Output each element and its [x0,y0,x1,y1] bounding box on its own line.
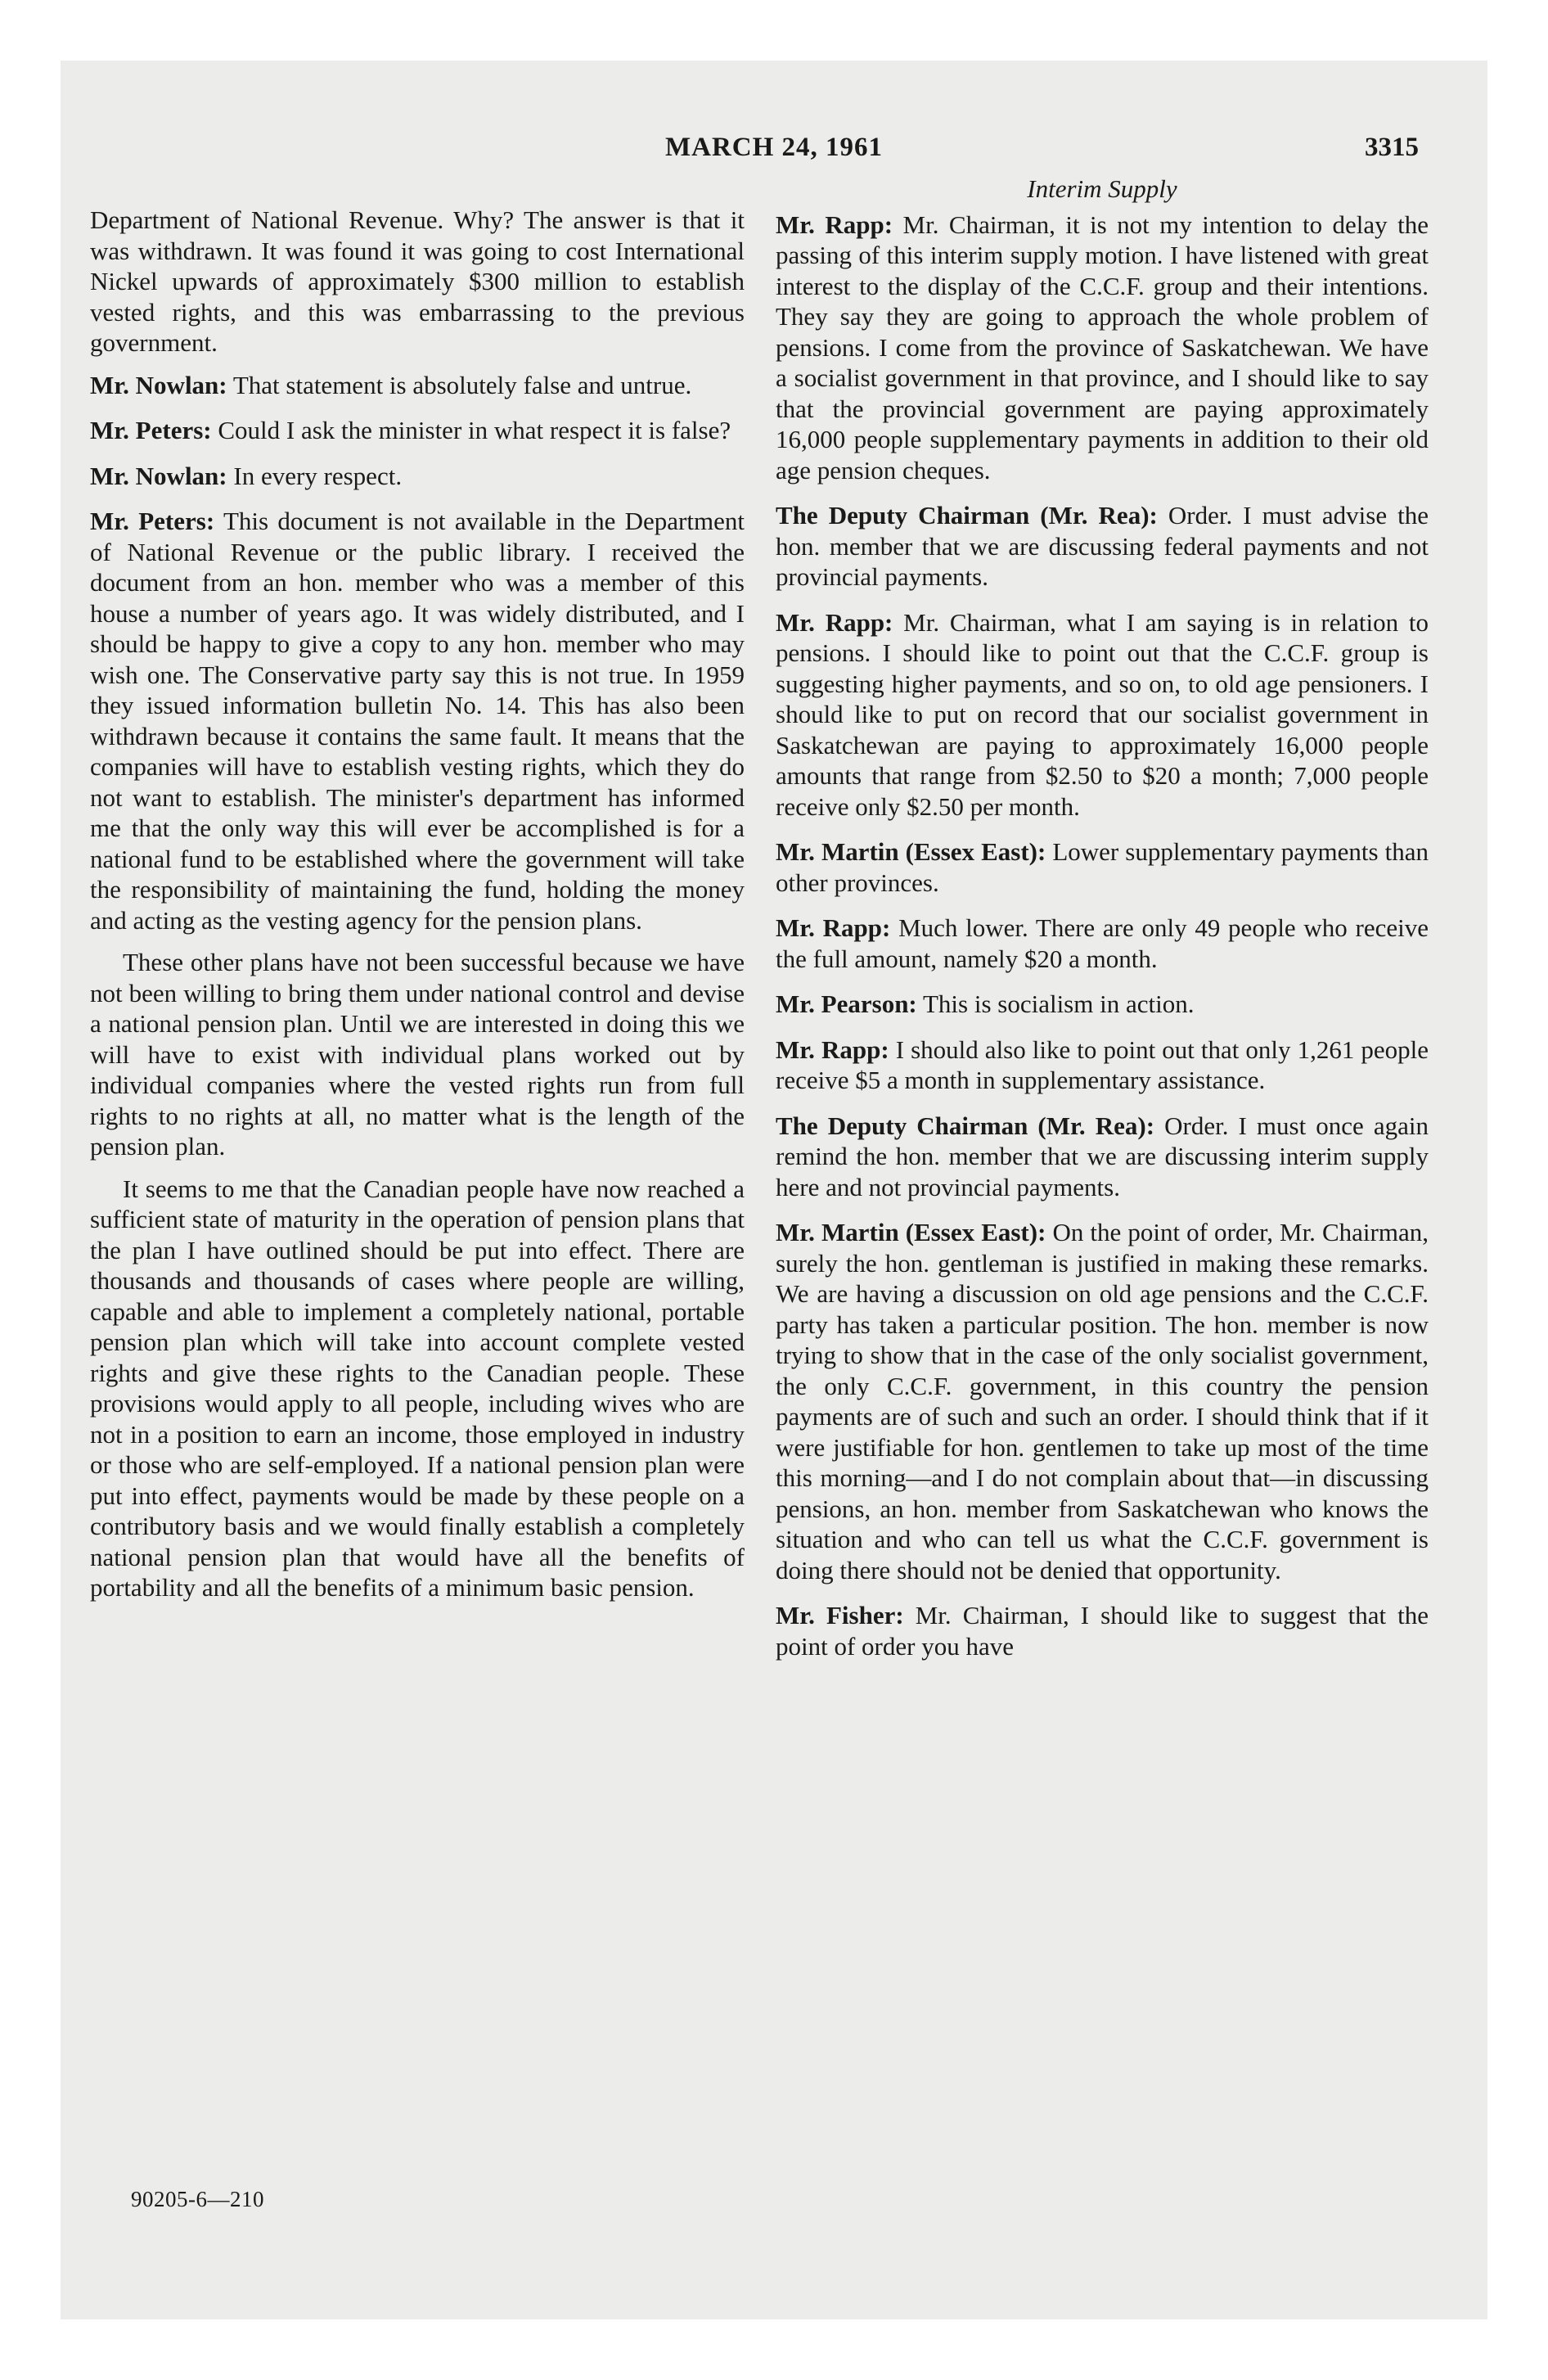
paragraph [90,947,745,1162]
speaker-name: Mr. Rapp: [776,1034,889,1064]
paragraph [776,607,1429,823]
footer-printing-code: 90205-6—210 [131,2187,264,2211]
paragraph [90,205,745,358]
speaker-name: Mr. Nowlan: [90,461,227,490]
running-head: Interim Supply [1027,174,1177,203]
page-number: 3315 [1365,133,1419,162]
paragraph [776,500,1429,593]
paragraph-text: Mr. Chairman, what I am saying is in relation to pensions. I should like to point out that the C.C.F. group is suggesting higher payments, and so on, to old age pensioners. I should like to put on record that our socialist government in Saskatchewan are paying to approximately 16,000 people amounts that range from $2.50 to $20 a month; 7,000 people receive only $2.50 per month. [776,607,1429,821]
paragraph [776,210,1429,486]
paragraph [90,1174,745,1603]
paragraph-text: I should also like to point out that only 1,261 people receive $5 a month in supplementary assistance. [776,1034,1429,1094]
paragraph-text: This is socialism in action. [922,989,1195,1018]
paragraph-text: Mr. Chairman, I should like to suggest that the point of order you have [776,1601,1429,1661]
paragraph [90,415,745,446]
paragraph [90,461,745,492]
paragraph-text: Lower supplementary payments than other provinces. [776,837,1429,897]
paragraph [90,370,745,401]
paragraph-text: That statement is absolutely false and untrue. [232,370,692,399]
paragraph [776,1217,1429,1585]
speaker-name: Mr. Fisher: [776,1601,904,1629]
paragraph-text: Much lower. There are only 49 people who receive the full amount, namely $20 a month. [776,913,1429,973]
speaker-name: Mr. Peters: [90,416,212,444]
paragraph [776,1034,1429,1096]
speaker-name: Mr. Nowlan: [90,370,227,399]
paragraph-text: Mr. Chairman, it is not my intention to delay the passing of this interim supply motion. I have listened with great interest to the display of the C.C.F. group and their intentions. They say they are going to approach the whole problem of pensions. I come from the province of Saskatchewan. We have a socialist government in that province, and I should like to say that the provincial government are paying approximately 16,000 people supplementary payments in addition to their old age pension cheques. [776,210,1429,485]
paragraph [90,506,745,935]
speaker-name: Mr. Peters: [90,507,215,535]
speaker-name: The Deputy Chairman (Mr. Rea): [776,1111,1155,1140]
paragraph-text: Could I ask the minister in what respect it is false? [218,416,731,444]
left-column [90,205,745,1615]
paragraph [776,836,1429,898]
page-date: MARCH 24, 1961 [664,133,884,162]
speaker-name: Mr. Martin (Essex East): [776,837,1046,866]
speaker-name: The Deputy Chairman (Mr. Rea): [776,501,1158,530]
paragraph-text: In every respect. [233,461,403,490]
paragraph-text: On the point of order, Mr. Chairman, surely the hon. gentleman is justified in making these remarks. We are having a discussion on old age pensions and the C.C.F. party has taken a particular position. The hon. member is now trying to show that in the case of the only socialist government, the only C.C.F. government, in this country the pension payments are of such and such an order. I should think that if it were justifiable for hon. gentlemen to take up most of the time this morning—and I do not complain about that—in discussing pensions, an hon. member from Saskatchewan who knows the situation and who can tell us what the C.C.F. government is doing there should not be denied that opportunity. [776,1218,1429,1584]
right-column [776,174,1429,1676]
paragraph-text: Department of National Revenue. Why? The answer is that it was withdrawn. It was found it was going to cost International Nickel upwards of approximately $300 million to establish vested rights, and this was embarrassing to the previous government. [90,205,745,357]
paragraph-text: It seems to me that the Canadian people have now reached a sufficient state of maturity in the operation of pension plans that the plan I have outlined should be put into effect. There are thousands and thousands of cases where people are willing, capable and able to implement a completely national, portable pension plan which will take into account complete vested rights and give these rights to the Canadian people. These provisions would apply to all people, including wives who are not in a position to earn an income, those employed in industry or those who are self-employed. If a national pension plan were put into effect, payments would be made by these people on a contributory basis and we would finally establish a completely national pension plan that would have all the benefits of portability and all the benefits of a minimum basic pension. [90,1174,745,1602]
speaker-name: Mr. Rapp: [776,607,893,637]
paragraph [776,913,1429,974]
paragraph [776,989,1429,1020]
speaker-name: Mr. Rapp: [776,210,893,239]
paragraph-text: These other plans have not been successful because we have not been willing to bring them under national control and devise a national pension plan. Until we are interested in doing this we will have to exist with individual plans worked out by individual companies where the vested rights run from full rights to no rights at all, no matter what is the length of the pension plan. [90,948,745,1161]
paragraph-text: Order. I must once again remind the hon. member that we are discussing interim supply here and not provincial payments. [776,1111,1429,1201]
paragraph [776,1111,1429,1203]
paragraph-text: This document is not available in the Department of National Revenue or the public library. I received the document from an hon. member who was a member of this house a number of years ago. It was widely distributed, and I should be happy to give a copy to any hon. member who may wish one. The Conservative party say this is not true. In 1959 they issued information bulletin No. 14. This has also been withdrawn because it contains the same fault. It means that the companies will have to establish vesting rights, which they do not want to establish. The minister's department has informed me that the only way this will ever be accomplished is for a national fund to be established where the government will take the responsibility of maintaining the fund, holding the money and acting as the vesting agency for the pension plans. [90,507,745,935]
speaker-name: Mr. Pearson: [776,989,917,1018]
speaker-name: Mr. Martin (Essex East): [776,1218,1046,1246]
speaker-name: Mr. Rapp: [776,913,891,942]
paragraph-text: Order. I must advise the hon. member that we are discussing federal payments and not provincial payments. [776,501,1429,591]
page-header [0,133,1548,174]
paragraph [776,1600,1429,1661]
